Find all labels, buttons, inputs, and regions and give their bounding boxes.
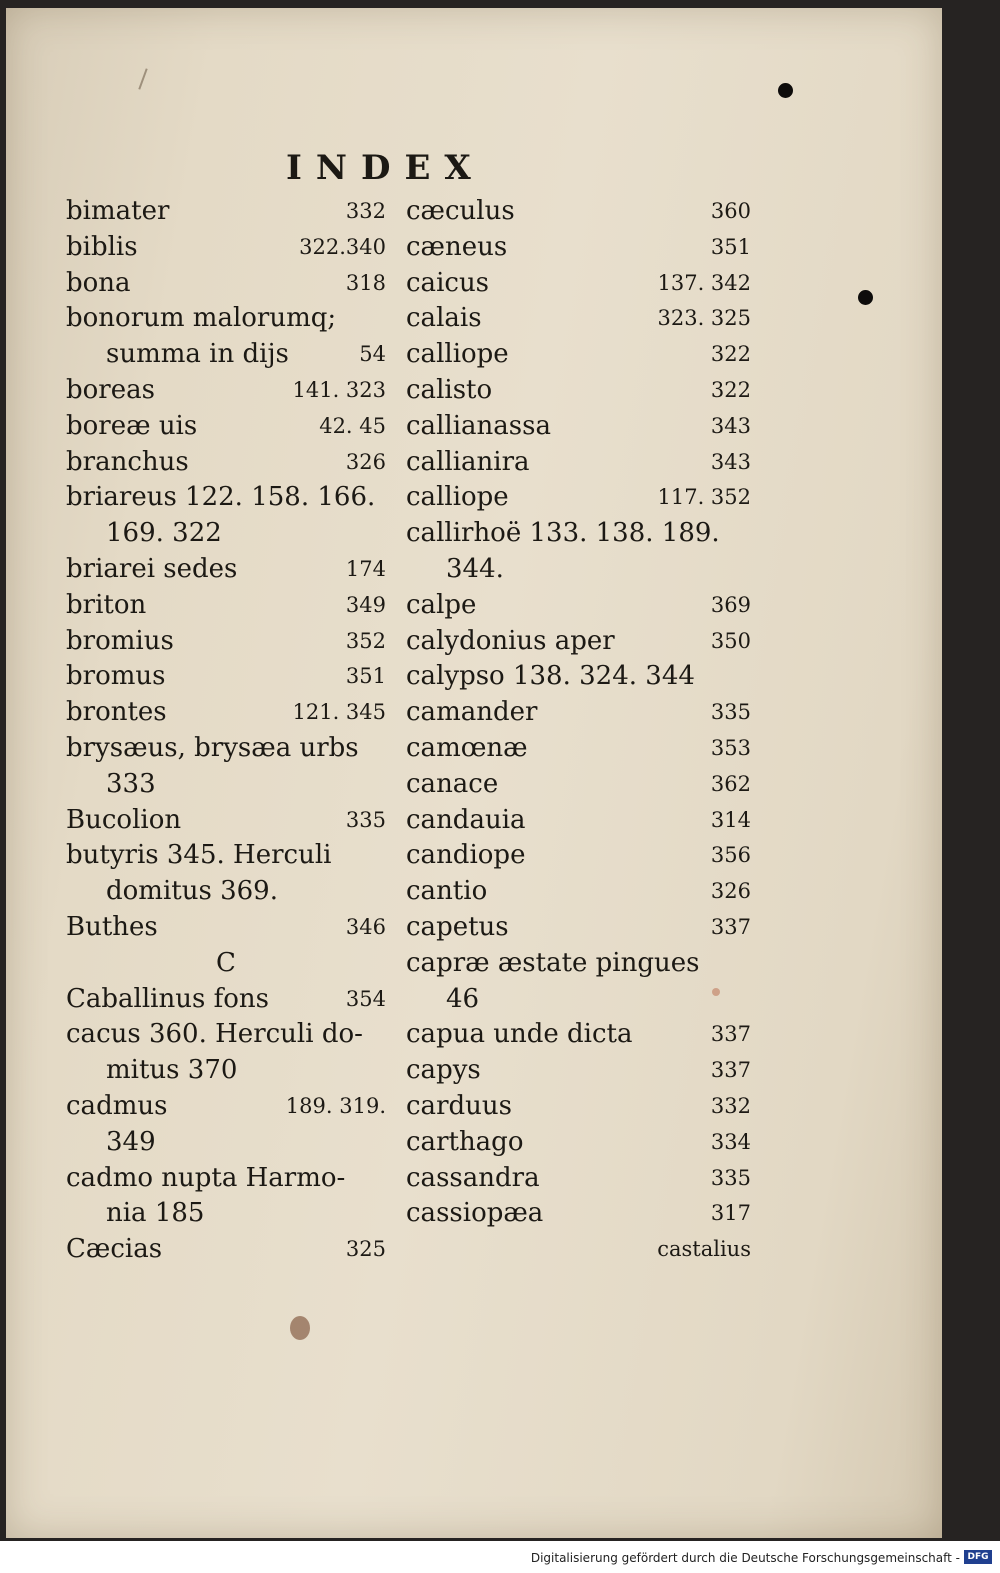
- index-term: briarei sedes: [66, 553, 238, 584]
- index-page-refs: 189. 319.: [285, 1093, 386, 1118]
- index-entry: [66, 731, 386, 767]
- index-entry: [66, 1196, 386, 1232]
- index-term: bona: [66, 267, 131, 298]
- index-entry: [66, 1053, 386, 1089]
- index-entry: [66, 266, 386, 302]
- index-term: cassiopæa: [406, 1198, 544, 1229]
- index-entry: [406, 194, 751, 230]
- index-column-right: [406, 194, 751, 1268]
- index-page-refs: 334: [710, 1129, 751, 1154]
- index-entry: [406, 767, 751, 803]
- index-term: branchus: [66, 446, 189, 477]
- index-entry: [406, 337, 751, 373]
- index-entry: [406, 301, 751, 337]
- index-term: boreas: [66, 374, 155, 405]
- index-entry: [406, 1125, 751, 1161]
- index-term: briton: [66, 589, 147, 620]
- index-entry: [66, 409, 386, 445]
- index-page-refs: 121. 345: [292, 700, 386, 725]
- index-page-refs: 351: [710, 234, 751, 259]
- index-entry: [66, 910, 386, 946]
- index-term: C: [216, 947, 236, 978]
- index-entry: [406, 874, 751, 910]
- index-entry: [406, 946, 751, 982]
- index-term: callianassa: [406, 410, 551, 441]
- index-entry: [406, 1053, 751, 1089]
- index-entry: [406, 516, 751, 552]
- footer-credit: Digitalisierung gefördert durch die Deutsche Forschungsgemeinschaft -: [530, 1551, 960, 1565]
- index-term: carduus: [406, 1090, 512, 1121]
- index-page-refs: 54: [359, 342, 386, 367]
- index-term: candiope: [406, 840, 526, 871]
- index-term: camœnæ: [406, 732, 528, 763]
- index-term: callianira: [406, 446, 530, 477]
- index-page-refs: 332: [345, 199, 386, 223]
- index-page-refs: 350: [710, 628, 751, 653]
- index-page-refs: 141. 323: [292, 377, 386, 402]
- index-entry: [406, 373, 751, 409]
- index-term: briareus 122. 158. 166.: [66, 482, 376, 513]
- index-entry: [66, 1125, 386, 1161]
- index-page-refs: castalius: [657, 1237, 751, 1262]
- index-page-refs: 369: [710, 592, 751, 617]
- index-page-refs: 343: [710, 413, 751, 438]
- index-term: brontes: [66, 697, 167, 728]
- index-term: cassandra: [406, 1162, 540, 1193]
- index-page-refs: 317: [710, 1201, 751, 1226]
- index-entry: [66, 194, 386, 230]
- index-page-refs: 322: [710, 342, 751, 367]
- index-term: cacus 360. Herculi do-: [66, 1019, 363, 1050]
- index-term: bromus: [66, 661, 166, 692]
- index-term: cadmus: [66, 1090, 168, 1121]
- index-term: boreæ uis: [66, 410, 198, 441]
- index-entry: [406, 982, 751, 1018]
- index-entry: [66, 588, 386, 624]
- index-term: camander: [406, 697, 538, 728]
- index-page-refs: 322.340: [299, 234, 386, 259]
- index-term: carthago: [406, 1126, 524, 1157]
- index-term: capetus: [406, 911, 509, 942]
- index-entry: [406, 1232, 751, 1268]
- index-page-refs: 362: [710, 771, 751, 796]
- index-entry: [66, 1089, 386, 1125]
- index-entry: [406, 409, 751, 445]
- index-entry: [406, 445, 751, 481]
- index-entry: [66, 946, 386, 982]
- index-entry: [66, 1161, 386, 1197]
- index-page-refs: 137. 342: [657, 270, 751, 295]
- index-term: 349: [106, 1126, 156, 1157]
- index-page-refs: 360: [710, 199, 751, 223]
- index-term: cantio: [406, 876, 488, 907]
- index-term: brysæus, brysæa urbs: [66, 732, 359, 763]
- index-term: cæneus: [406, 231, 508, 262]
- index-entry: [66, 659, 386, 695]
- index-entry: [66, 1017, 386, 1053]
- index-entry: [406, 1017, 751, 1053]
- index-page-refs: 354: [345, 986, 386, 1011]
- index-entry: [406, 624, 751, 660]
- index-entry: [66, 982, 386, 1018]
- index-entry: [406, 695, 751, 731]
- index-term: caicus: [406, 267, 490, 298]
- index-page-refs: 323. 325: [657, 306, 751, 331]
- index-page-refs: 332: [710, 1093, 751, 1118]
- index-page-refs: 326: [345, 449, 386, 474]
- index-term: calliope: [406, 482, 509, 513]
- index-entry: [406, 588, 751, 624]
- index-entry: [66, 552, 386, 588]
- index-column-left: [66, 194, 386, 1268]
- index-term: nia 185: [106, 1198, 205, 1229]
- index-page-refs: 337: [710, 1022, 751, 1047]
- index-term: Caballinus fons: [66, 983, 269, 1014]
- index-entry: [66, 373, 386, 409]
- index-term: Buthes: [66, 911, 158, 942]
- paper-mark: [138, 68, 147, 89]
- index-page-refs: 42. 45: [319, 413, 386, 438]
- index-page-refs: 353: [710, 735, 751, 760]
- index-term: bonorum malorumq;: [66, 303, 337, 334]
- index-page-refs: 351: [345, 664, 386, 689]
- index-entry: [406, 1161, 751, 1197]
- index-term: bimater: [66, 196, 170, 226]
- index-page-refs: 117. 352: [657, 485, 751, 510]
- index-term: mitus 370: [106, 1055, 238, 1086]
- index-term: calydonius aper: [406, 625, 615, 656]
- index-page-refs: 335: [710, 1165, 751, 1190]
- index-entry: [66, 1232, 386, 1268]
- index-term: bromius: [66, 625, 174, 656]
- index-term: capræ æstate pingues: [406, 947, 700, 978]
- index-term: 344.: [446, 553, 504, 584]
- footer-bar: [0, 1541, 1000, 1573]
- index-page-refs: 318: [345, 270, 386, 295]
- index-entry: [66, 301, 386, 337]
- index-term: calpe: [406, 589, 477, 620]
- index-term: cadmo nupta Harmo-: [66, 1162, 346, 1193]
- ink-stain: [290, 1316, 310, 1340]
- index-entry: [66, 230, 386, 266]
- index-term: Cæcias: [66, 1234, 163, 1265]
- index-page-refs: 343: [710, 449, 751, 474]
- dfg-logo: DFG: [964, 1550, 992, 1564]
- index-entry: [406, 552, 751, 588]
- index-entry: [66, 767, 386, 803]
- page-hole: [858, 290, 873, 305]
- page-heading: INDEX: [286, 148, 485, 188]
- index-entry: [66, 838, 386, 874]
- index-entry: [406, 838, 751, 874]
- index-page-refs: 322: [710, 377, 751, 402]
- index-entry: [66, 445, 386, 481]
- index-term: 46: [446, 983, 480, 1014]
- index-term: capua unde dicta: [406, 1019, 633, 1050]
- index-entry: [66, 695, 386, 731]
- index-entry: [66, 803, 386, 839]
- index-entry: [66, 874, 386, 910]
- index-term: calliope: [406, 339, 509, 370]
- index-term: cæculus: [406, 196, 515, 226]
- index-term: capys: [406, 1055, 481, 1086]
- index-page-refs: 346: [345, 914, 386, 939]
- index-page-refs: 337: [710, 1058, 751, 1083]
- index-page-refs: 349: [345, 592, 386, 617]
- index-page-refs: 352: [345, 628, 386, 653]
- index-term: callirhoë 133. 138. 189.: [406, 518, 720, 549]
- index-page-refs: 335: [345, 807, 386, 832]
- index-entry: [406, 731, 751, 767]
- index-page-refs: 314: [710, 807, 751, 832]
- index-term: summa in dijs: [106, 339, 289, 370]
- index-term: candauia: [406, 804, 526, 835]
- index-entry: [406, 803, 751, 839]
- index-term: canace: [406, 768, 499, 799]
- index-term: domitus 369.: [106, 876, 278, 907]
- page-hole: [778, 83, 793, 98]
- index-entry: [406, 266, 751, 302]
- index-entry: [66, 480, 386, 516]
- index-entry: [406, 1196, 751, 1232]
- index-page-refs: 174: [345, 556, 386, 581]
- index-term: butyris 345. Herculi: [66, 840, 332, 871]
- index-entry: [66, 516, 386, 552]
- index-entry: [66, 337, 386, 373]
- index-term: 169. 322: [106, 518, 222, 549]
- index-entry: [406, 1089, 751, 1125]
- index-entry: [406, 659, 751, 695]
- index-page-refs: 337: [710, 914, 751, 939]
- index-term: 333: [106, 768, 156, 799]
- index-term: calais: [406, 303, 482, 334]
- index-entry: [406, 480, 751, 516]
- book-page: [6, 8, 942, 1538]
- index-page-refs: 326: [710, 879, 751, 904]
- index-term: Bucolion: [66, 804, 182, 835]
- index-entry: [406, 910, 751, 946]
- index-entry: [406, 230, 751, 266]
- index-page-refs: 325: [345, 1237, 386, 1262]
- index-entry: [66, 624, 386, 660]
- index-term: calisto: [406, 374, 493, 405]
- index-page-refs: 356: [710, 843, 751, 868]
- index-term: calypso 138. 324. 344: [406, 661, 695, 692]
- index-page-refs: 335: [710, 700, 751, 725]
- index-term: biblis: [66, 231, 138, 262]
